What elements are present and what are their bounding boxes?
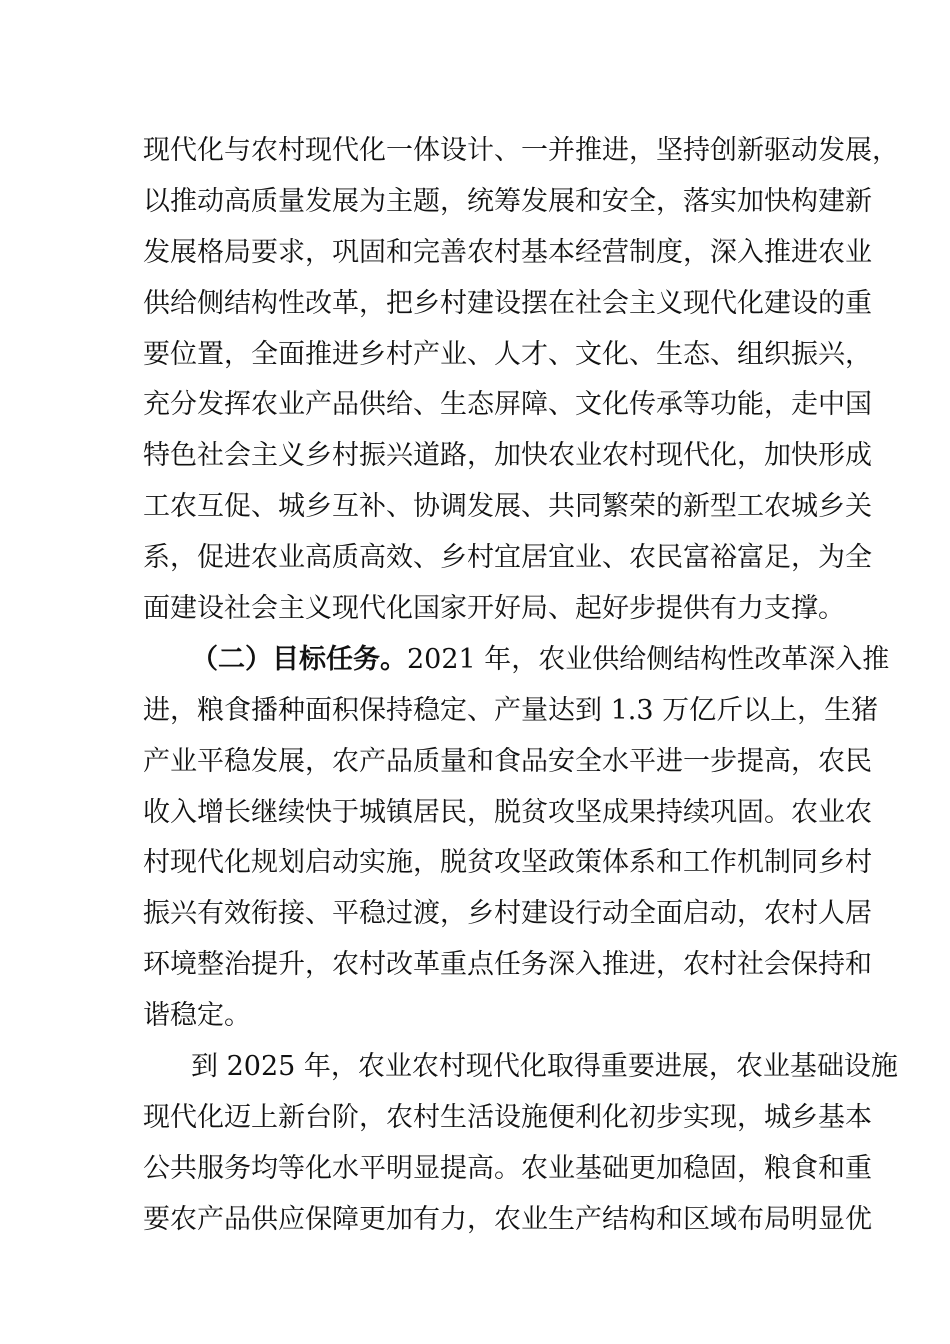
text-line: 发展格局要求，巩固和完善农村基本经营制度，深入推进农业: [143, 236, 872, 268]
paragraph-2025-goals: [143, 1042, 898, 1246]
section-heading: （二）目标任务。: [191, 643, 407, 675]
text-line: 要农产品供应保障更加有力，农业生产结构和区域布局明显优: [143, 1203, 872, 1235]
text-line: 公共服务均等化水平明显提高。农业基础更加稳固，粮食和重: [143, 1152, 872, 1184]
text-line: 工农互促、城乡互补、协调发展、共同繁荣的新型工农城乡关: [143, 491, 872, 523]
body-text: [143, 126, 899, 1246]
text-line: 收入增长继续快于城镇居民，脱贫攻坚成果持续巩固。农业农: [143, 796, 872, 828]
text-line: 充分发挥农业产品供给、生态屏障、文化传承等功能，走中国: [143, 389, 872, 421]
text-line: 振兴有效衔接、平稳过渡，乡村建设行动全面启动，农村人居: [143, 898, 872, 930]
text-line: 现代化迈上新台阶，农村生活设施便利化初步实现，城乡基本: [143, 1101, 872, 1133]
text-run: 2021 年，农业供给侧结构性改革深入推: [407, 643, 890, 675]
text-line: 特色社会主义乡村振兴道路，加快农业农村现代化，加快形成: [143, 440, 872, 472]
text-line: 谐稳定。: [143, 1000, 251, 1032]
paragraph-target-tasks: [143, 635, 890, 1042]
text-line: [143, 635, 890, 686]
text-line: 环境整治提升，农村改革重点任务深入推进，农村社会保持和: [143, 949, 872, 981]
text-line: 现代化与农村现代化一体设计、一并推进，坚持创新驱动发展，: [143, 135, 899, 166]
text-line: 要位置，全面推进乡村产业、人才、文化、生态、组织振兴，: [143, 338, 872, 370]
text-line: 村现代化规划启动实施，脱贫攻坚政策体系和工作机制同乡村: [143, 847, 872, 879]
text-line: 产业平稳发展，农产品质量和食品安全水平进一步提高，农民: [143, 745, 872, 777]
text-line: 以推动高质量发展为主题，统筹发展和安全，落实加快构建新: [143, 185, 872, 217]
text-line: 系，促进农业高质高效、乡村宜居宜业、农民富裕富足，为全: [143, 542, 872, 574]
text-line: 面建设社会主义现代化国家开好局、起好步提供有力支撑。: [143, 593, 845, 625]
paragraph-guiding-ideology: [143, 126, 899, 635]
text-line: 供给侧结构性改革，把乡村建设摆在社会主义现代化建设的重: [143, 287, 872, 319]
text-line: 进，粮食播种面积保持稳定、产量达到 1.3 万亿斤以上，生猪: [143, 694, 879, 726]
text-line: 到 2025 年，农业农村现代化取得重要进展，农业基础设施: [191, 1051, 898, 1083]
